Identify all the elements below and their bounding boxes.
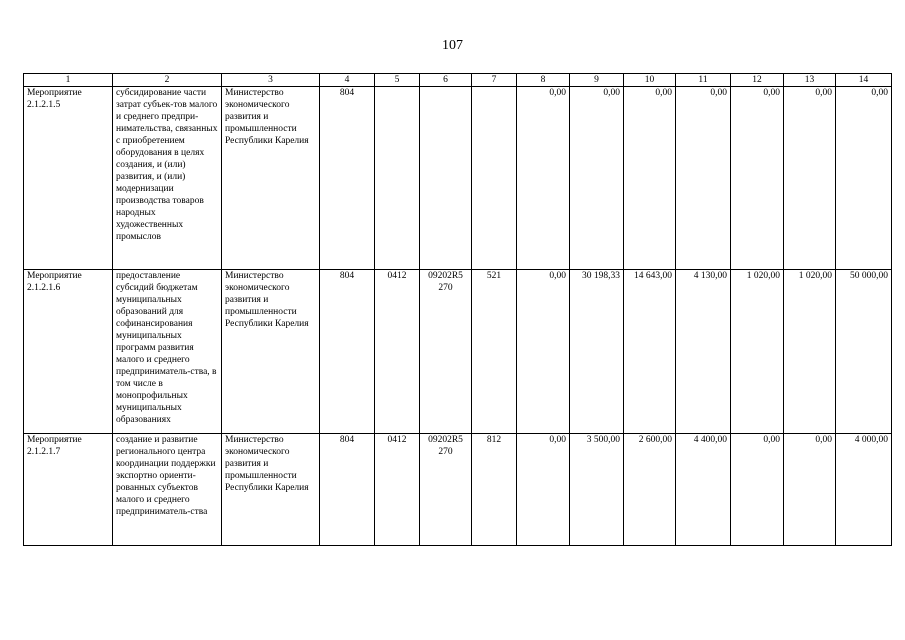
table-row: [24, 270, 892, 434]
event-description-cell: предоставление субсидий бюджетам муниципальных образований для софинансирования муниципальных программ развития малого и среднего предприниматель-ства, в том числе в монопрофильных муниципальных образованиях: [113, 270, 222, 434]
target-article-cell: 09202R5 270: [420, 434, 472, 546]
column-header: 1: [24, 74, 113, 87]
amount-cell: 30 198,33: [570, 270, 624, 434]
column-header: 3: [222, 74, 320, 87]
column-header: 9: [570, 74, 624, 87]
amount-cell: 0,00: [784, 434, 836, 546]
grbs-code-cell: 804: [320, 270, 375, 434]
column-header: 14: [836, 74, 892, 87]
expense-type-cell: 812: [472, 434, 517, 546]
amount-cell: 14 643,00: [624, 270, 676, 434]
amount-cell: 1 020,00: [731, 270, 784, 434]
section-code-cell: 0412: [375, 434, 420, 546]
target-article-cell: [420, 87, 472, 270]
amount-cell: 2 600,00: [624, 434, 676, 546]
amount-cell: 0,00: [517, 87, 570, 270]
table-row: [24, 87, 892, 270]
executor-cell: Министерство экономического развития и промышленности Республики Карелия: [222, 434, 320, 546]
column-header: 6: [420, 74, 472, 87]
column-header: 13: [784, 74, 836, 87]
event-code-cell: Мероприятие 2.1.2.1.7: [24, 434, 113, 546]
amount-cell: 4 400,00: [676, 434, 731, 546]
section-code-cell: [375, 87, 420, 270]
grbs-code-cell: 804: [320, 87, 375, 270]
amount-cell: 0,00: [731, 434, 784, 546]
column-header: 12: [731, 74, 784, 87]
executor-cell: Министерство экономического развития и промышленности Республики Карелия: [222, 270, 320, 434]
column-header: 2: [113, 74, 222, 87]
expense-type-cell: [472, 87, 517, 270]
amount-cell: 4 000,00: [836, 434, 892, 546]
amount-cell: 0,00: [731, 87, 784, 270]
amount-cell: 0,00: [570, 87, 624, 270]
table-row: [24, 434, 892, 546]
column-header: 10: [624, 74, 676, 87]
event-code-cell: Мероприятие 2.1.2.1.5: [24, 87, 113, 270]
column-header: 5: [375, 74, 420, 87]
amount-cell: 0,00: [836, 87, 892, 270]
amount-cell: 50 000,00: [836, 270, 892, 434]
expense-type-cell: 521: [472, 270, 517, 434]
event-description-cell: создание и развитие регионального центра координации поддержки экспортно ориенти-рованных субъектов малого и среднего предприниматель-ства: [113, 434, 222, 546]
column-header: 11: [676, 74, 731, 87]
event-code-cell: Мероприятие 2.1.2.1.6: [24, 270, 113, 434]
amount-cell: 0,00: [624, 87, 676, 270]
amount-cell: 0,00: [784, 87, 836, 270]
amount-cell: 3 500,00: [570, 434, 624, 546]
grbs-code-cell: 804: [320, 434, 375, 546]
column-header: 7: [472, 74, 517, 87]
page-number: 107: [442, 38, 463, 53]
amount-cell: 0,00: [676, 87, 731, 270]
amount-cell: 1 020,00: [784, 270, 836, 434]
amount-cell: 0,00: [517, 434, 570, 546]
column-header: 8: [517, 74, 570, 87]
section-code-cell: 0412: [375, 270, 420, 434]
executor-cell: Министерство экономического развития и промышленности Республики Карелия: [222, 87, 320, 270]
event-description-cell: субсидирование части затрат субъек-тов малого и среднего предпри-нимательства, связанных с приобретением оборудования в целях создания, и (или) развития, и (или) модернизации производства товаров народных художественных промыслов: [113, 87, 222, 270]
amount-cell: 4 130,00: [676, 270, 731, 434]
column-header: 4: [320, 74, 375, 87]
column-number-row: [24, 74, 892, 87]
budget-table: [23, 73, 892, 546]
amount-cell: 0,00: [517, 270, 570, 434]
target-article-cell: 09202R5 270: [420, 270, 472, 434]
